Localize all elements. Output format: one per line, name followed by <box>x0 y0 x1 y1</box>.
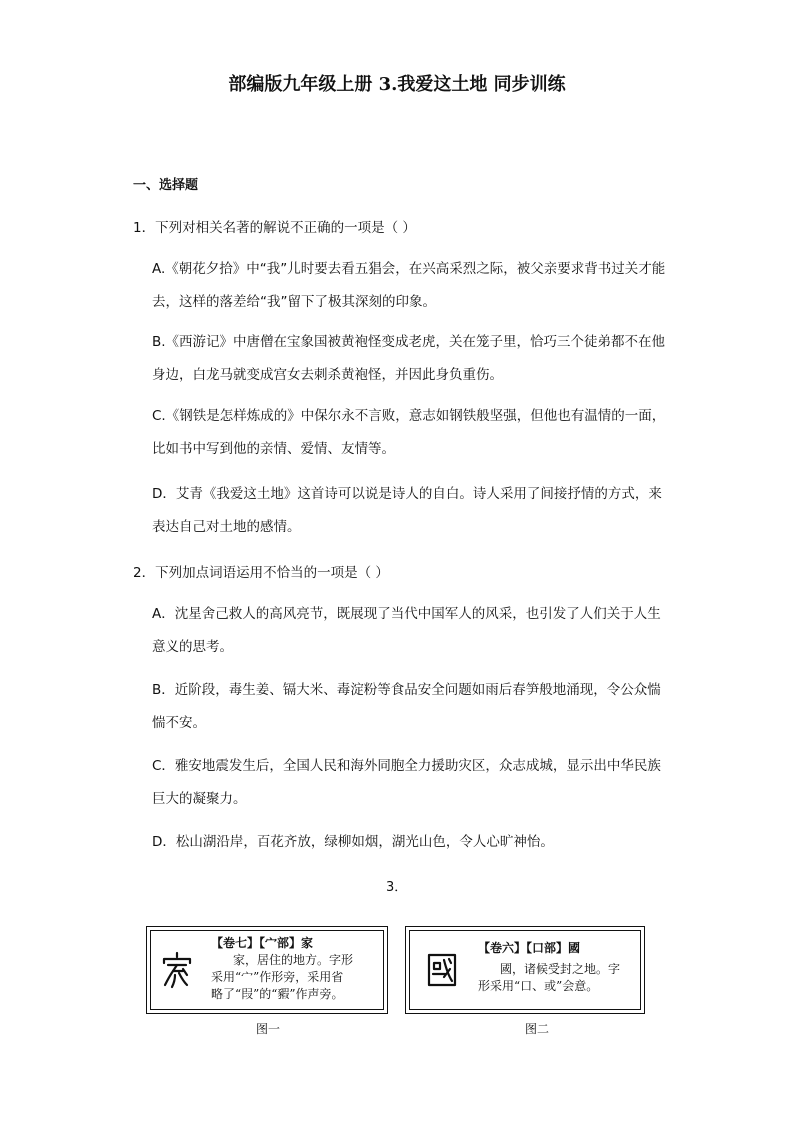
figure-1-line-3: 略了“叚”的“豭”作声旁。 <box>211 987 344 1001</box>
question-2-option-b: B．近阶段，毒生姜、镉大米、毒淀粉等食品安全问题如雨后春笋般地涌现，令公众惴惴不安。 <box>152 682 661 731</box>
section-heading: 一、选择题 <box>133 178 199 193</box>
question-1-option-a: A.《朝花夕拾》中“我”儿时要去看五猖会，在兴高采烈之际，被父亲要求背书过关才能去，这样的落差给“我”留下了极其深刻的印象。 <box>152 261 666 310</box>
figure-1-line-1: 家，居住的地方。字形 <box>233 953 354 967</box>
figure-2-header: 【卷六】【口部】國 <box>478 941 581 955</box>
question-2-stem: 2．下列加点词语运用不恰当的一项是（ ） <box>133 565 389 581</box>
figure-1-caption: 图一 <box>256 1022 281 1036</box>
figure-2-box <box>405 926 645 1014</box>
figure-2-line-2: 形采用“口、或”会意。 <box>478 979 599 993</box>
figure-1-box <box>146 926 388 1014</box>
figure-1-line-2: 采用“宀”作形旁，采用省 <box>211 970 344 984</box>
question-1-option-c: C.《钢铁是怎样炼成的》中保尔永不言败，意志如钢铁般坚强，但他也有温情的一面，比如书中写到他的亲情、爱情、友情等。 <box>152 408 666 457</box>
question-2-option-a: A．沈星舍己救人的高风亮节，既展现了当代中国军人的风采，也引发了人们关于人生意义的思考。 <box>152 606 661 655</box>
question-1-stem: 1．下列对相关名著的解说不正确的一项是（ ） <box>133 220 416 236</box>
seal-script-guo-icon <box>424 951 460 989</box>
figure-2-caption: 图二 <box>525 1022 550 1036</box>
figure-1-header: 【卷七】【宀部】家 <box>211 936 314 950</box>
question-3-number: 3． <box>386 880 408 895</box>
question-2-option-d: D．松山湖沿岸，百花齐放，绿柳如烟，湖光山色，令人心旷神怡。 <box>152 834 554 850</box>
question-1-option-b: B.《西游记》中唐僧在宝象国被黄袍怪变成老虎，关在笼子里，恰巧三个徒弟都不在他身边，白龙马就变成宫女去刺杀黄袍怪，并因此身负重伤。 <box>152 334 666 383</box>
seal-script-jia-icon <box>159 951 195 989</box>
question-2-option-c: C．雅安地震发生后，全国人民和海外同胞全力援助灾区，众志成城，显示出中华民族巨大的凝聚力。 <box>152 758 661 807</box>
figure-2-line-1: 國，诸候受封之地。字 <box>500 962 621 976</box>
question-1-option-d: D．艾青《我爱这土地》这首诗可以说是诗人的自白。诗人采用了间接抒情的方式，来表达自己对土地的感情。 <box>152 486 662 535</box>
page-title: 部编版九年级上册 3.我爱这土地 同步训练 <box>228 74 566 95</box>
